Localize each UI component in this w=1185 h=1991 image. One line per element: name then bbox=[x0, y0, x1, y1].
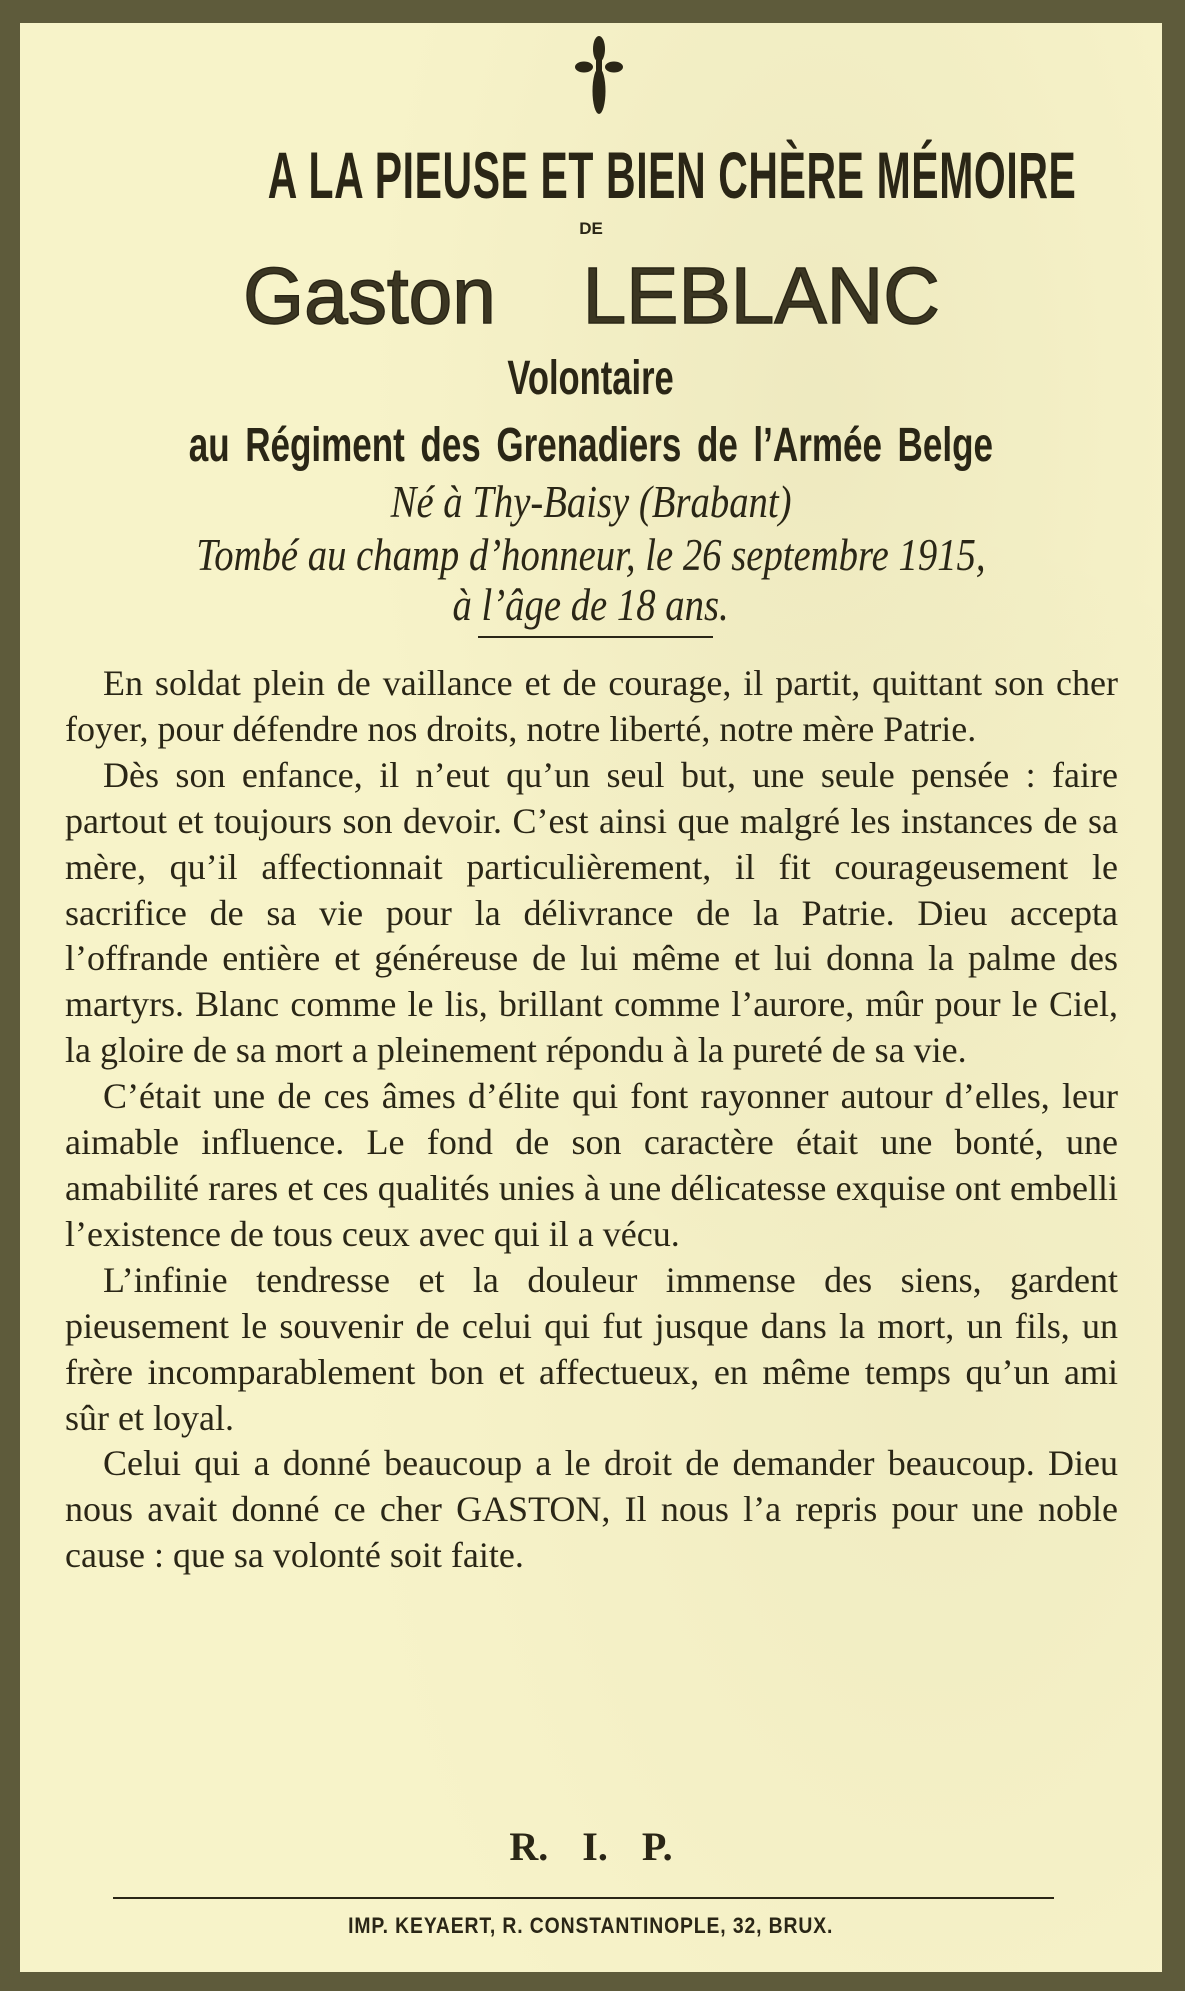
eulogy-paragraph: Dès son enfance, il n’eut qu’un seul but, une seule pensée : faire partout et toujours son devoir. C’est ainsi que malgré les instances de sa mère, qu’il affectionnait particulièrement, il fit courageusement le sacrifice de sa vie pour la délivrance de la Patrie. Dieu accepta l’offrande entière et généreuse de lui même et lui donna la palme des martyrs. Blanc comme le lis, brillant comme l’aurore, mûr pour le Ciel, la gloire de sa mort a pleinement répondu à la pureté de sa vie. bbox=[65, 754, 1118, 1071]
memorial-card bbox=[20, 23, 1162, 1972]
rank-title: Volontaire bbox=[507, 352, 675, 405]
deceased-name: Gaston LEBLANC bbox=[242, 251, 940, 340]
printer-imprint: IMP. KEYAERT, R. CONSTANTINOPLE, 32, BRUX. bbox=[348, 1913, 834, 1938]
death-date-line: Tombé au champ d’honneur, le 26 septembre 1915, bbox=[196, 530, 986, 580]
eulogy-paragraph: L’infinie tendresse et la douleur immense des siens, gardent pieusement le souvenir de celui qui fut jusque dans la mort, un fils, un frère incomparablement bon et affectueux, en même temps qu’un ami sûr et loyal. bbox=[65, 1259, 1118, 1438]
de-label: DE bbox=[579, 219, 603, 238]
eulogy-text bbox=[65, 661, 1118, 1579]
eulogy-paragraph: En soldat plein de vaillance et de courage, il partit, quittant son cher foyer, pour défendre nos droits, notre liberté, notre mère Patrie. bbox=[65, 663, 1118, 749]
rip-label: R. I. P. bbox=[509, 1824, 673, 1869]
age-line: à l’âge de 18 ans. bbox=[452, 580, 730, 630]
regiment-line: au Régiment des Grenadiers de l’Armée Belge bbox=[188, 419, 994, 472]
eulogy-paragraph: Celui qui a donné beaucoup a le droit de demander beaucoup. Dieu nous avait donné ce cher GASTON, Il nous l’a repris pour une noble cause : que sa volonté soit faite. bbox=[65, 1443, 1118, 1576]
memorial-heading: A LA PIEUSE ET BIEN CHÈRE MÉMOIRE bbox=[267, 138, 1077, 212]
eulogy-paragraph: C’était une de ces âmes d’élite qui font rayonner autour d’elles, leur aimable influence. Le fond de son caractère était une bonté, une amabilité rares et ces qualités unies à une délicatesse exquise ont embelli l’existence de tous ceux avec qui il a vécu. bbox=[65, 1076, 1118, 1254]
header-divider bbox=[478, 636, 713, 638]
birthplace-line: Né à Thy-Baisy (Brabant) bbox=[390, 477, 792, 527]
footer-divider bbox=[113, 1897, 1054, 1899]
latin-cross-icon bbox=[575, 35, 623, 115]
